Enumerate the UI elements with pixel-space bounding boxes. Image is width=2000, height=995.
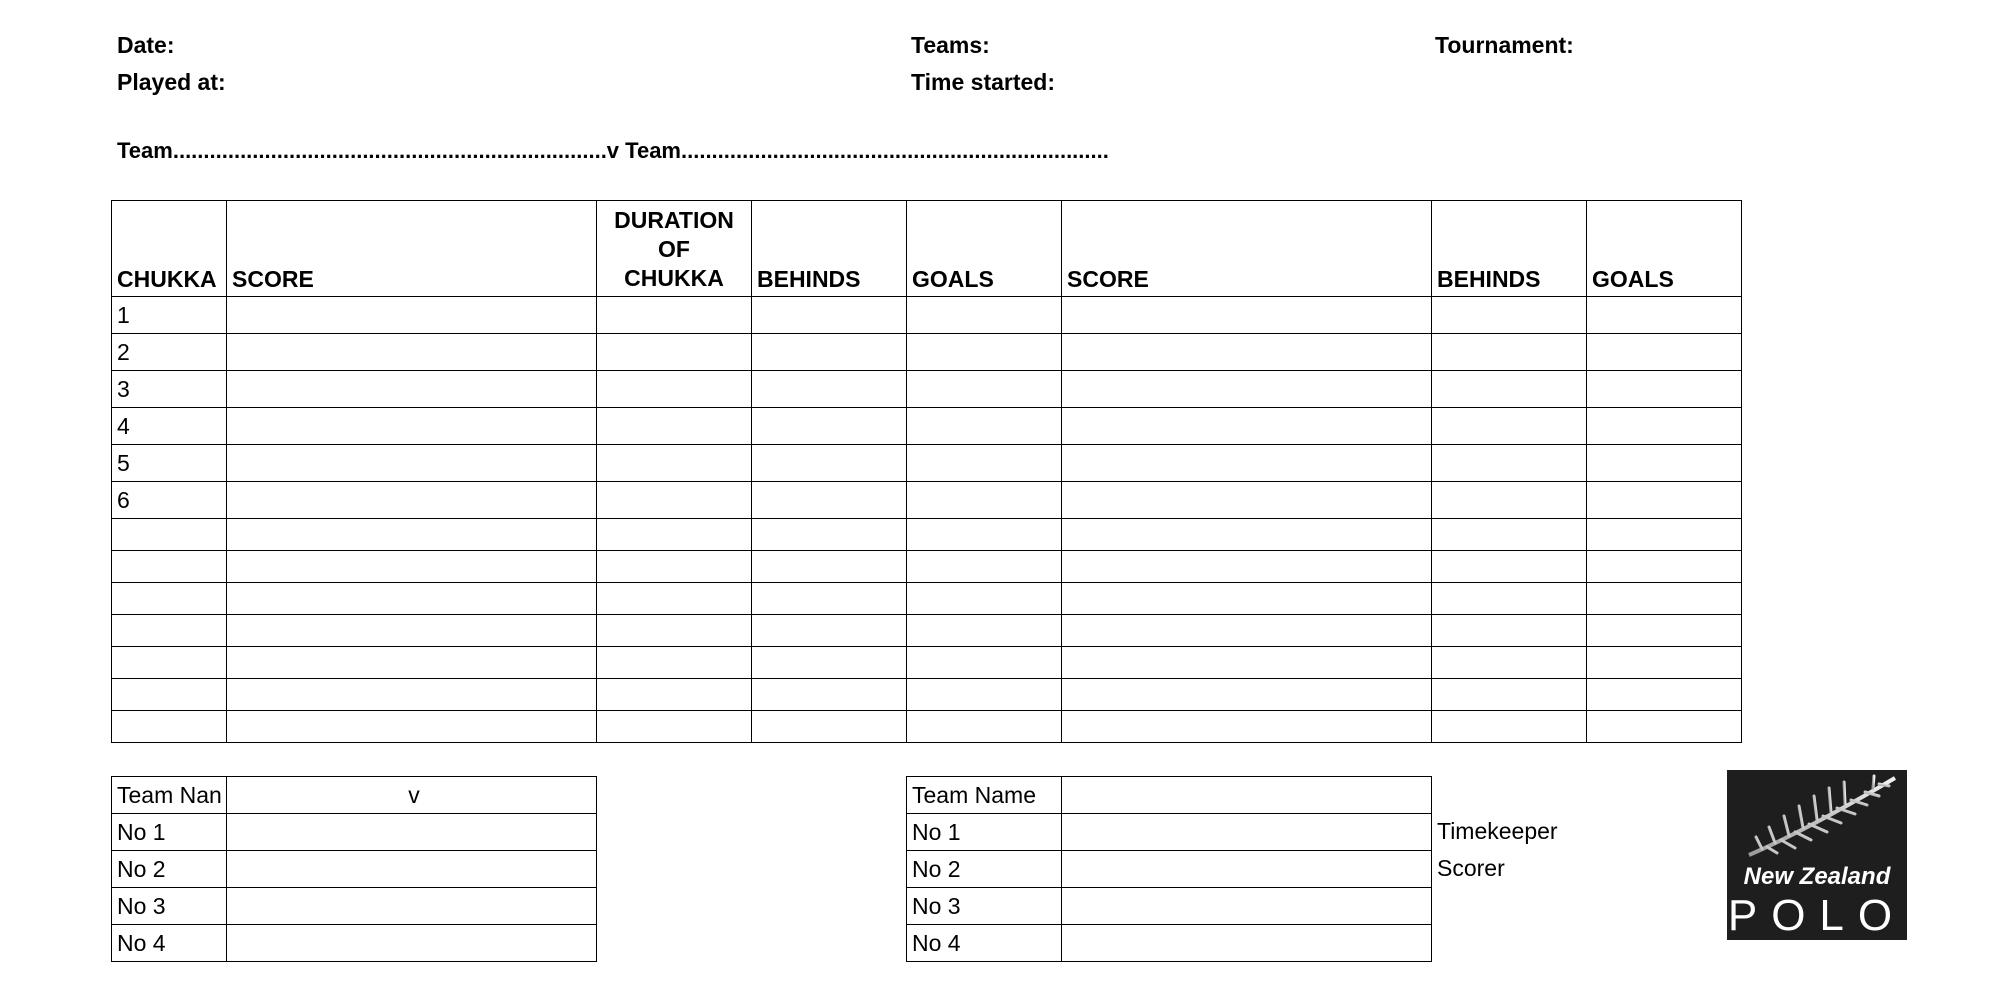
chukka-number: 5 [112, 445, 227, 482]
score-cell[interactable] [907, 371, 1062, 408]
score-cell[interactable] [227, 297, 597, 334]
chukka-number [112, 711, 227, 743]
score-cell[interactable] [227, 334, 597, 371]
score-cell[interactable] [907, 583, 1062, 615]
duration-line-1: DURATION [614, 207, 734, 233]
score-cell[interactable] [907, 679, 1062, 711]
score-cell[interactable] [227, 711, 597, 743]
score-cell[interactable] [1432, 615, 1587, 647]
left-player-field[interactable] [227, 851, 597, 888]
score-cell[interactable] [907, 334, 1062, 371]
logo-line1: New Zealand [1743, 863, 1891, 890]
left-team-table [111, 776, 597, 962]
score-cell[interactable] [227, 551, 597, 583]
score-cell[interactable] [597, 583, 752, 615]
score-cell[interactable] [752, 679, 907, 711]
header-goals-team2: GOALS [1587, 201, 1742, 297]
score-cell[interactable] [752, 519, 907, 551]
score-cell[interactable] [1432, 371, 1587, 408]
score-cell[interactable] [1587, 711, 1742, 743]
silver-fern-icon [1727, 770, 1907, 940]
score-cell[interactable] [1587, 615, 1742, 647]
score-cell[interactable] [227, 482, 597, 519]
score-cell[interactable] [752, 482, 907, 519]
right-player-field[interactable] [1062, 814, 1432, 851]
score-cell[interactable] [1062, 711, 1432, 743]
score-cell[interactable] [1587, 519, 1742, 551]
score-cell[interactable] [907, 519, 1062, 551]
score-cell[interactable] [1432, 408, 1587, 445]
timekeeper-label: Timekeeper [1437, 818, 1558, 844]
chukka-row [112, 583, 1742, 615]
score-cell[interactable] [597, 551, 752, 583]
left-player-label: No 2 [112, 851, 227, 888]
score-cell[interactable] [1587, 445, 1742, 482]
header-score-team1: SCORE [227, 201, 597, 297]
score-cell[interactable] [597, 647, 752, 679]
left-player-field[interactable] [227, 814, 597, 851]
score-cell[interactable] [1062, 297, 1432, 334]
score-cell[interactable] [752, 408, 907, 445]
score-cell[interactable] [1062, 583, 1432, 615]
score-cell[interactable] [752, 647, 907, 679]
score-cell[interactable] [1587, 334, 1742, 371]
chukka-number: 4 [112, 408, 227, 445]
score-cell[interactable] [1587, 551, 1742, 583]
score-cell[interactable] [597, 615, 752, 647]
right-player-field[interactable] [1062, 925, 1432, 962]
score-cell[interactable] [597, 445, 752, 482]
chukka-number [112, 615, 227, 647]
left-team-name-field[interactable] [227, 777, 597, 814]
chukka-row [112, 408, 1742, 445]
score-cell[interactable] [597, 371, 752, 408]
chukka-row [112, 711, 1742, 743]
chukka-row [112, 647, 1742, 679]
score-cell[interactable] [227, 445, 597, 482]
right-player-field[interactable] [1062, 851, 1432, 888]
chukka-row [112, 615, 1742, 647]
chukka-number [112, 679, 227, 711]
score-cell[interactable] [1432, 647, 1587, 679]
score-cell[interactable] [597, 519, 752, 551]
chukka-number [112, 551, 227, 583]
left-team-name-label: Team Nan [112, 777, 227, 814]
time-started-label: Time started: [911, 69, 1056, 95]
score-cell[interactable] [1062, 408, 1432, 445]
score-cell[interactable] [752, 445, 907, 482]
score-cell[interactable] [907, 445, 1062, 482]
duration-line-3: CHUKKA [624, 265, 724, 291]
score-cell[interactable] [1062, 334, 1432, 371]
score-cell[interactable] [227, 371, 597, 408]
left-player-field[interactable] [227, 925, 597, 962]
score-cell[interactable] [1587, 647, 1742, 679]
score-cell[interactable] [227, 519, 597, 551]
chukka-number: 3 [112, 371, 227, 408]
left-player-label: No 1 [112, 814, 227, 851]
score-cell[interactable] [907, 482, 1062, 519]
chukka-number: 2 [112, 334, 227, 371]
score-cell[interactable] [752, 583, 907, 615]
right-player-field[interactable] [1062, 888, 1432, 925]
chukka-row [112, 679, 1742, 711]
score-cell[interactable] [907, 297, 1062, 334]
scorer-label: Scorer [1437, 855, 1505, 881]
header-score-team2: SCORE [1062, 201, 1432, 297]
right-player-label: No 1 [907, 814, 1062, 851]
score-cell[interactable] [1587, 371, 1742, 408]
score-cell[interactable] [752, 334, 907, 371]
score-cell[interactable] [597, 408, 752, 445]
versus-label: v [408, 781, 420, 808]
score-cell[interactable] [1432, 551, 1587, 583]
score-cell[interactable] [907, 408, 1062, 445]
score-cell[interactable] [1432, 445, 1587, 482]
nz-polo-logo [1727, 770, 1907, 940]
duration-line-2: OF [658, 236, 690, 262]
chukka-row [112, 371, 1742, 408]
score-cell[interactable] [1432, 297, 1587, 334]
score-cell[interactable] [1432, 482, 1587, 519]
score-cell[interactable] [597, 711, 752, 743]
chukka-row [112, 519, 1742, 551]
matchup-line: Team.......................................................................v Team...................................................................... [117, 138, 1109, 163]
chukka-number [112, 647, 227, 679]
chukka-row [112, 334, 1742, 371]
score-cell[interactable] [1432, 334, 1587, 371]
score-cell[interactable] [597, 679, 752, 711]
teams-label: Teams: [911, 32, 990, 58]
score-cell[interactable] [597, 297, 752, 334]
score-cell[interactable] [752, 371, 907, 408]
left-player-label: No 3 [112, 888, 227, 925]
score-cell[interactable] [1062, 519, 1432, 551]
score-cell[interactable] [1062, 482, 1432, 519]
score-cell[interactable] [1432, 519, 1587, 551]
chukka-row [112, 445, 1742, 482]
score-cell[interactable] [1587, 297, 1742, 334]
score-cell[interactable] [907, 551, 1062, 583]
chukka-row [112, 551, 1742, 583]
score-cell[interactable] [752, 711, 907, 743]
right-team-table [906, 776, 1432, 962]
header-chukka: CHUKKA [112, 201, 227, 297]
right-team-name-field[interactable] [1062, 777, 1432, 814]
header-duration [597, 201, 752, 297]
left-player-field[interactable] [227, 888, 597, 925]
score-cell[interactable] [1062, 679, 1432, 711]
score-cell[interactable] [752, 297, 907, 334]
score-cell[interactable] [227, 408, 597, 445]
chukka-number [112, 583, 227, 615]
score-cell[interactable] [227, 615, 597, 647]
right-team-name-label: Team Name [907, 777, 1062, 814]
score-cell[interactable] [907, 711, 1062, 743]
score-cell[interactable] [1587, 408, 1742, 445]
score-cell[interactable] [1587, 482, 1742, 519]
score-cell[interactable] [1062, 551, 1432, 583]
score-cell[interactable] [597, 482, 752, 519]
chukka-row [112, 297, 1742, 334]
right-player-label: No 4 [907, 925, 1062, 962]
right-player-label: No 2 [907, 851, 1062, 888]
score-cell[interactable] [1432, 679, 1587, 711]
score-cell[interactable] [752, 551, 907, 583]
header-goals-team1: GOALS [907, 201, 1062, 297]
score-cell[interactable] [1587, 583, 1742, 615]
date-label: Date: [117, 32, 175, 58]
chukka-row [112, 482, 1742, 519]
chukka-number: 6 [112, 482, 227, 519]
right-player-label: No 3 [907, 888, 1062, 925]
score-cell[interactable] [1432, 711, 1587, 743]
played-at-label: Played at: [117, 69, 226, 95]
score-cell[interactable] [227, 679, 597, 711]
score-cell[interactable] [1587, 679, 1742, 711]
score-cell[interactable] [227, 583, 597, 615]
score-cell[interactable] [597, 334, 752, 371]
header-behinds-team2: BEHINDS [1432, 201, 1587, 297]
logo-line2: POLO [1727, 891, 1907, 940]
score-cell[interactable] [907, 647, 1062, 679]
score-cell[interactable] [907, 615, 1062, 647]
score-cell[interactable] [1062, 371, 1432, 408]
header-behinds-team1: BEHINDS [752, 201, 907, 297]
score-table [111, 200, 1742, 743]
score-cell[interactable] [752, 615, 907, 647]
chukka-number [112, 519, 227, 551]
score-cell[interactable] [1432, 583, 1587, 615]
score-cell[interactable] [1062, 647, 1432, 679]
chukka-number: 1 [112, 297, 227, 334]
score-cell[interactable] [227, 647, 597, 679]
score-cell[interactable] [1062, 445, 1432, 482]
score-cell[interactable] [1062, 615, 1432, 647]
tournament-label: Tournament: [1435, 32, 1574, 58]
left-player-label: No 4 [112, 925, 227, 962]
